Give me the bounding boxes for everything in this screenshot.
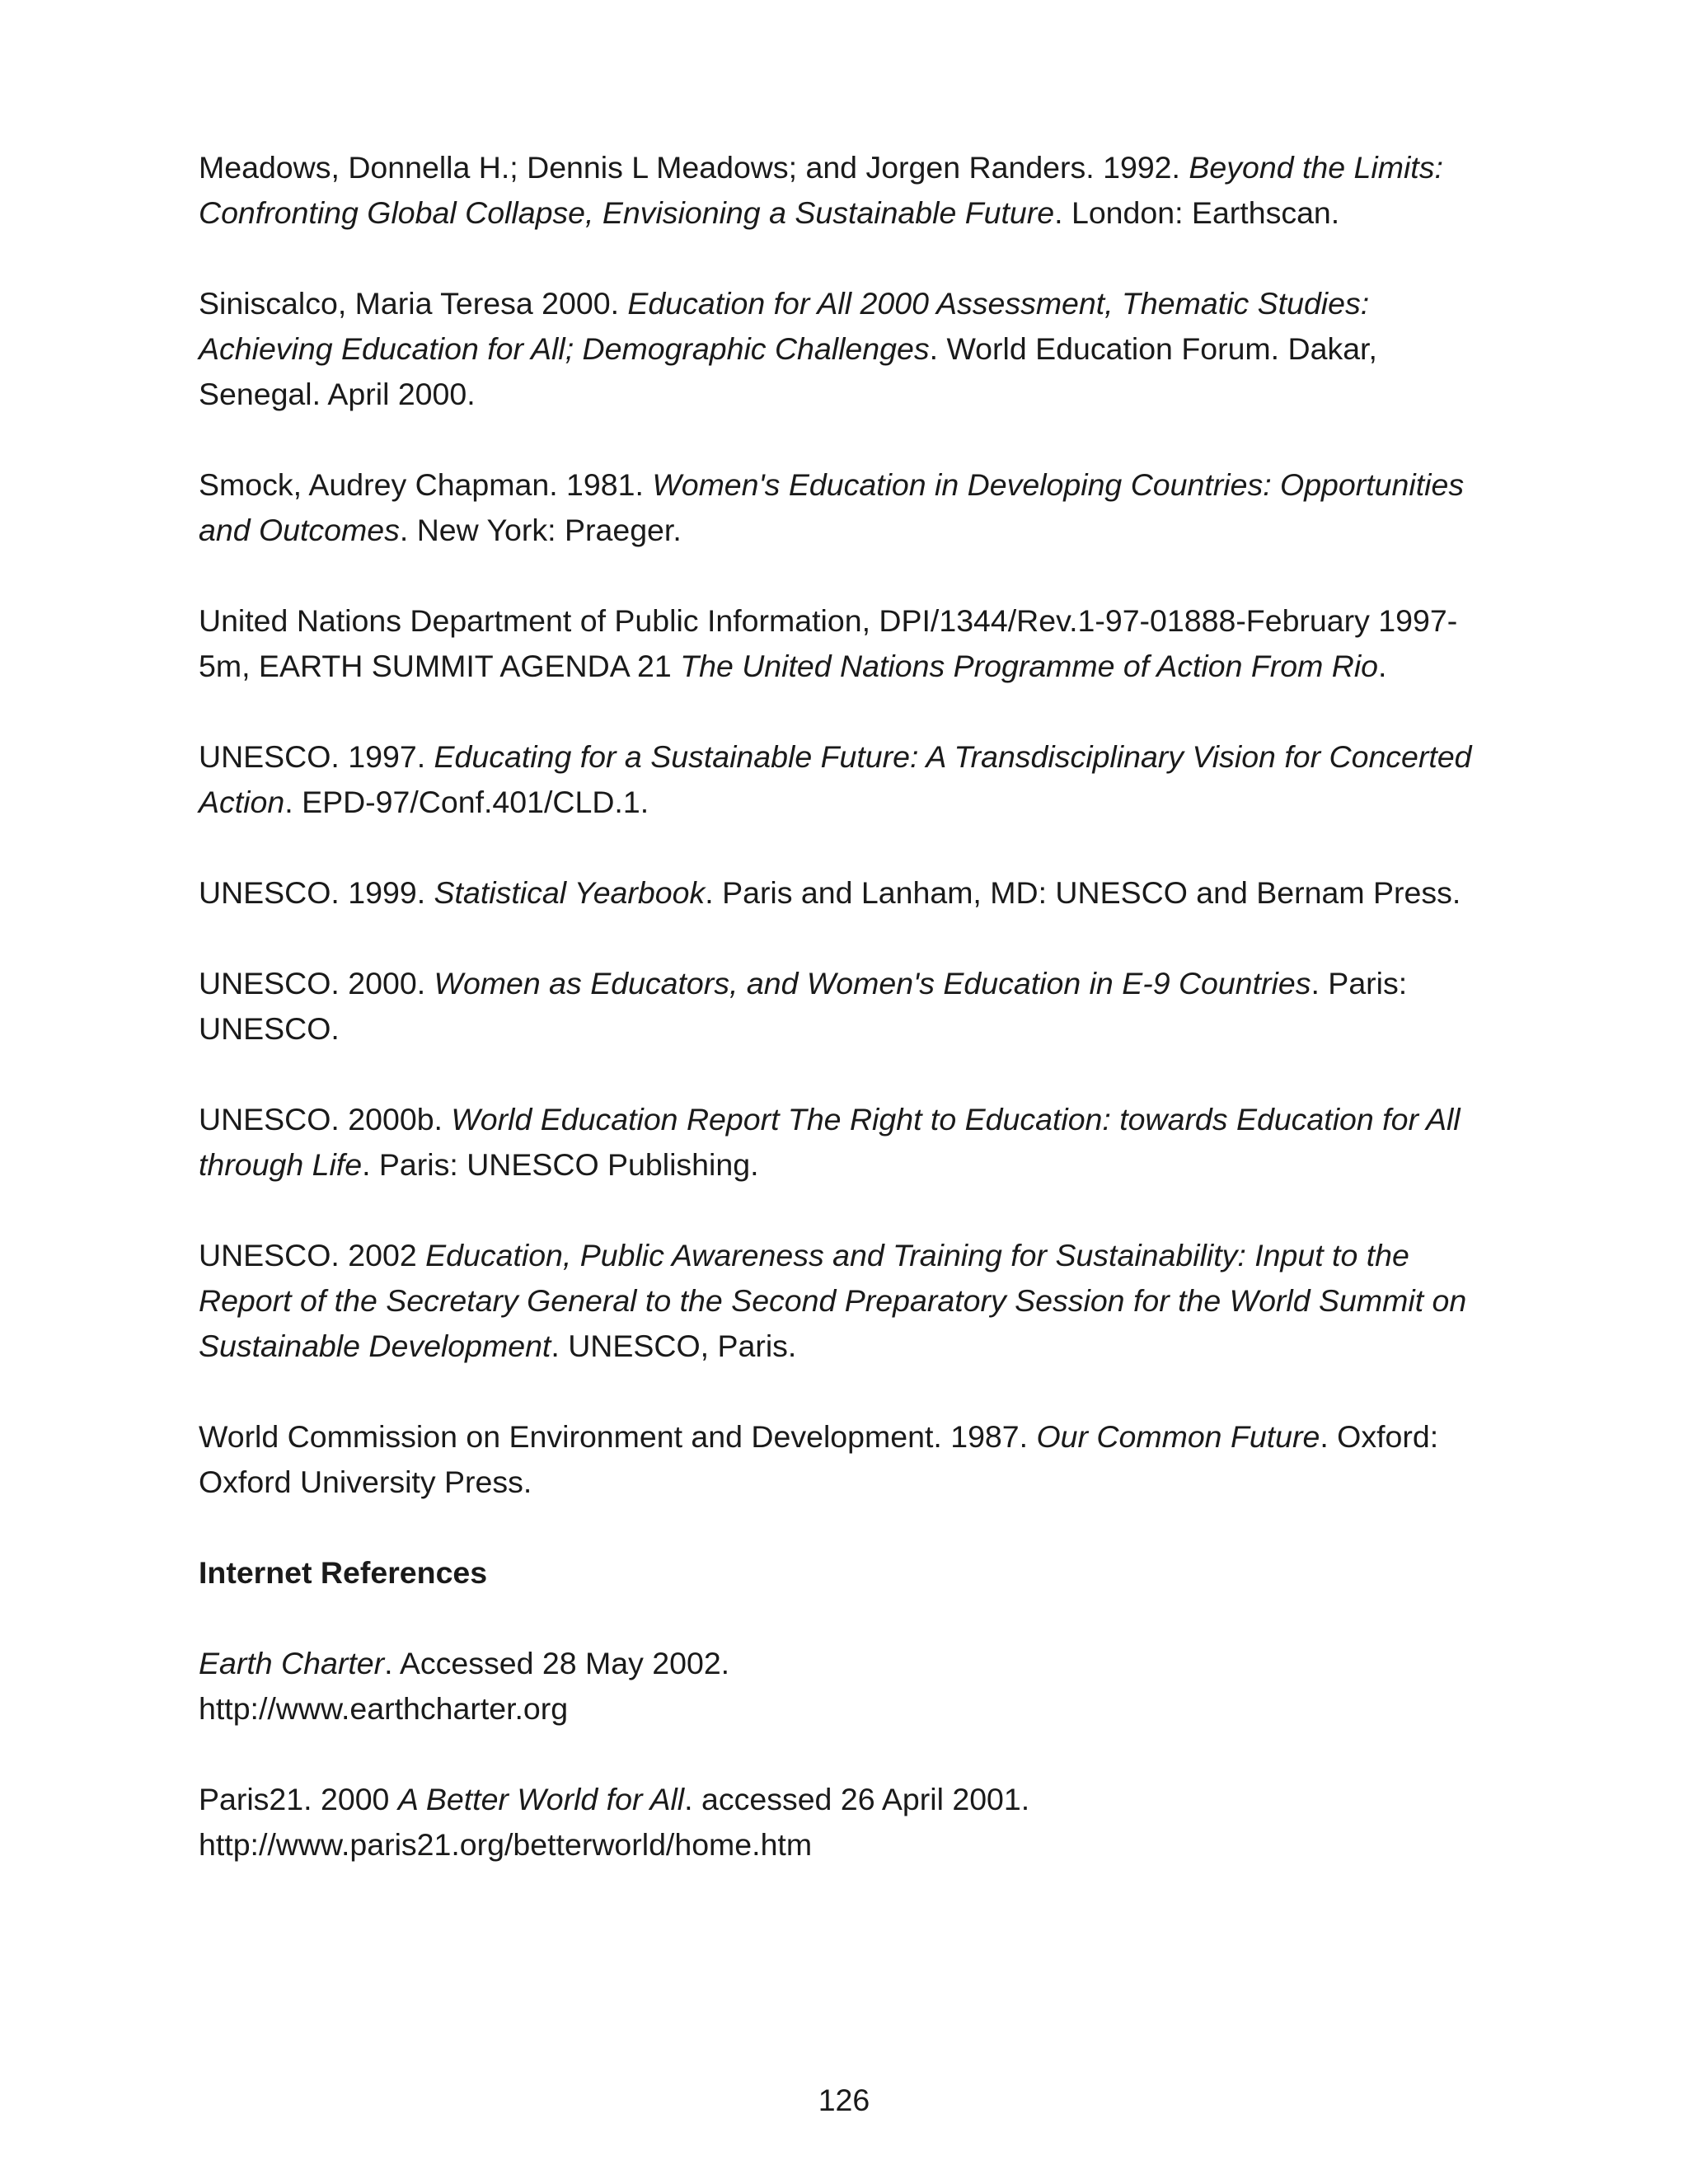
reference-authors: Smock, Audrey Chapman. 1981. xyxy=(199,467,653,502)
reference-details: . accessed 26 April 2001. xyxy=(684,1782,1030,1816)
reference-authors: United Nations Department of Public Information, DPI/1344/Rev.1-97-01888-February 1997-5m, EARTH SUMMIT AGENDA 21 xyxy=(199,603,1458,683)
internet-references-heading: Internet References xyxy=(199,1555,488,1590)
reference-title: Education for All 2000 Assessment, Thematic Studies: Achieving Education for All; Demographic Challenges xyxy=(199,286,1370,366)
reference-title: World Education Report The Right to Education: towards Education for All through Life xyxy=(199,1102,1461,1182)
internet-reference-entry xyxy=(199,1777,1501,1868)
reference-entry xyxy=(199,598,1501,689)
reference-entry xyxy=(199,1414,1501,1505)
reference-details: . Paris: UNESCO. xyxy=(199,966,1408,1046)
reference-authors: Siniscalco, Maria Teresa 2000. xyxy=(199,286,628,321)
reference-title: Earth Charter xyxy=(199,1646,385,1680)
reference-details: . London: Earthscan. xyxy=(1054,195,1340,230)
reference-authors: Meadows, Donnella H.; Dennis L Meadows; and Jorgen Randers. 1992. xyxy=(199,150,1189,185)
reference-details: . xyxy=(1378,649,1387,683)
reference-details: . Paris: UNESCO Publishing. xyxy=(362,1147,759,1182)
reference-entry xyxy=(199,145,1501,236)
reference-title: Educating for a Sustainable Future: A Transdisciplinary Vision for Concerted Action xyxy=(199,739,1472,819)
reference-title: Education, Public Awareness and Training for Sustainability: Input to the Report of the Secretary General to the Second Preparatory Session for the World Summit on Sustainable Development xyxy=(199,1238,1467,1363)
reference-details: . EPD-97/Conf.401/CLD.1. xyxy=(284,785,649,819)
reference-details: . Accessed 28 May 2002. xyxy=(384,1646,730,1680)
reference-authors: UNESCO. 1999. xyxy=(199,875,434,910)
reference-entry xyxy=(199,870,1501,916)
reference-entry xyxy=(199,734,1501,825)
reference-details: . Paris and Lanham, MD: UNESCO and Bernam Press. xyxy=(705,875,1461,910)
reference-title: Women's Education in Developing Countries: Opportunities and Outcomes xyxy=(199,467,1465,547)
reference-title: Women as Educators, and Women's Education in E-9 Countries xyxy=(434,966,1311,1001)
reference-authors: World Commission on Environment and Development. 1987. xyxy=(199,1419,1037,1454)
reference-url: http://www.paris21.org/betterworld/home.htm xyxy=(199,1827,813,1862)
reference-authors: UNESCO. 2002 xyxy=(199,1238,426,1272)
reference-title: A Better World for All xyxy=(397,1782,685,1816)
reference-authors: UNESCO. 2000. xyxy=(199,966,434,1001)
reference-details: . UNESCO, Paris. xyxy=(551,1329,797,1363)
reference-details: . World Education Forum. Dakar, Senegal. April 2000. xyxy=(199,331,1377,411)
reference-entry xyxy=(199,961,1501,1052)
reference-entry xyxy=(199,1097,1501,1188)
internet-reference-entry xyxy=(199,1641,1501,1732)
reference-details: . New York: Praeger. xyxy=(399,513,682,547)
reference-title: Statistical Yearbook xyxy=(434,875,706,910)
reference-details: . Oxford: Oxford University Press. xyxy=(199,1419,1439,1499)
reference-title: The United Nations Programme of Action From Rio xyxy=(680,649,1379,683)
reference-authors: UNESCO. 1997. xyxy=(199,739,434,774)
reference-url: http://www.earthcharter.org xyxy=(199,1691,569,1726)
reference-entry xyxy=(199,281,1501,417)
reference-entry xyxy=(199,462,1501,553)
reference-title: Our Common Future xyxy=(1036,1419,1320,1454)
reference-entry xyxy=(199,1233,1501,1369)
reference-title: Beyond the Limits: Confronting Global Collapse, Envisioning a Sustainable Future xyxy=(199,150,1443,230)
reference-list xyxy=(199,145,1501,1913)
page-number: 126 xyxy=(818,2083,870,2117)
reference-authors: Paris21. 2000 xyxy=(199,1782,398,1816)
reference-authors: UNESCO. 2000b. xyxy=(199,1102,452,1137)
